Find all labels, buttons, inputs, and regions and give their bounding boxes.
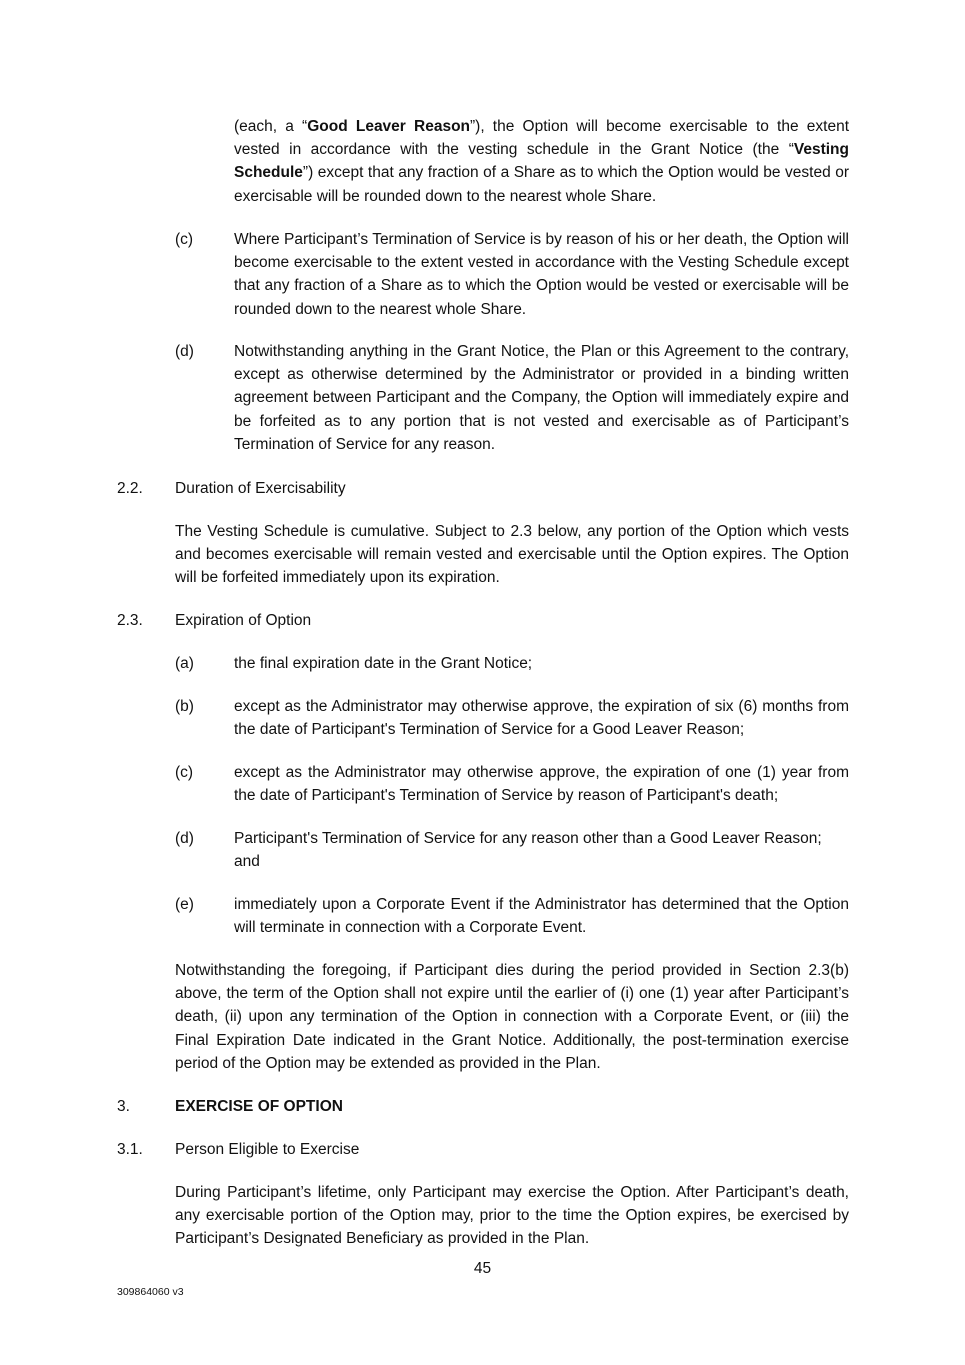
expiry-text-b: except as the Administrator may otherwise approve, the expiration of six (6) months from the date of Participant's Termination of Service for a Good Leaver Reason; — [234, 698, 849, 739]
section-number-3-1: 3.1. — [117, 1141, 143, 1158]
section-title-2-2: Duration of Exercisability — [175, 480, 346, 497]
intro-paragraph — [234, 115, 849, 208]
section-title-3-1: Person Eligible to Exercise — [175, 1141, 360, 1158]
expiry-label-b: (b) — [175, 698, 194, 715]
defined-term-vesting-schedule: Vesting Schedule — [234, 141, 849, 182]
section-title-2-3: Expiration of Option — [175, 612, 312, 629]
expiry-label-e: (e) — [175, 896, 194, 913]
expiry-label-c: (c) — [175, 764, 194, 781]
intro-text-3: ”) except that any fraction of a Share as to which the Option would be vested or exercisable will be rounded down to the nearest whole Share. — [234, 164, 849, 205]
expiry-text-c: except as the Administrator may otherwise approve, the expiration of one (1) year from the date of Participant's Termination of Service by reason of Participant's death; — [234, 764, 849, 805]
section-title-3: EXERCISE OF OPTION — [175, 1098, 343, 1115]
section-body-2-3: Notwithstanding the foregoing, if Participant dies during the period provided in Section 2.3(b) above, the term of the Option shall not expire until the earlier of (i) one (1) year after Participant’s death, (ii) upon any termination of the Option in connection with a Corporate Event, or (iii) the Final Expiration Date indicated in the Grant Notice. Additionally, the post-termination exercise period of the Option may be extended as provided in the Plan. — [175, 962, 849, 1072]
clause-label-d: (d) — [175, 343, 194, 360]
defined-term-good-leaver-reason: Good Leaver Reason — [307, 118, 470, 135]
document-id: 309864060 v3 — [117, 1286, 184, 1298]
section-body-2-2: The Vesting Schedule is cumulative. Subject to 2.3 below, any portion of the Option which vests and becomes exercisable will remain vested and exercisable until the Option expires. The Option will be forfeited immediately upon its expiration. — [175, 523, 849, 587]
page-number: 45 — [473, 1260, 492, 1277]
clause-label-c: (c) — [175, 231, 194, 248]
clause-text-c: Where Participant’s Termination of Service is by reason of his or her death, the Option will become exercisable to the extent vested in accordance with the Vesting Schedule except that any fraction of a Share as to which the Option would be vested or exercisable will be rounded down to the nearest whole Share. — [234, 231, 849, 318]
intro-text-1: (each, a “ — [234, 118, 308, 135]
section-number-2-3: 2.3. — [117, 612, 143, 629]
section-number-2-2: 2.2. — [117, 480, 143, 497]
section-body-3-1: During Participant’s lifetime, only Participant may exercise the Option. After Participant’s death, any exercisable portion of the Option may, prior to the time the Option expires, be exercised by Participant’s Designated Beneficiary as provided in the Plan. — [175, 1184, 849, 1248]
expiry-text-d: Participant's Termination of Service for any reason other than a Good Leaver Reason; and — [234, 830, 822, 871]
expiry-label-a: (a) — [175, 655, 194, 672]
expiry-text-e: immediately upon a Corporate Event if the Administrator has determined that the Option will terminate in connection with a Corporate Event. — [234, 896, 849, 937]
section-number-3: 3. — [117, 1098, 130, 1115]
clause-text-d: Notwithstanding anything in the Grant Notice, the Plan or this Agreement to the contrary, except as otherwise determined by the Administrator or provided in a binding written agreement between Participant and the Company, the Option will immediately expire and be forfeited as to any portion that is not vested and exercisable as of Participant’s Termination of Service for any reason. — [234, 343, 849, 453]
expiry-text-a: the final expiration date in the Grant Notice; — [234, 655, 533, 672]
intro-text-2: ”), the Option will become exercisable to the extent vested in accordance with the vesting schedule in the Grant Notice (the “ — [234, 118, 849, 159]
expiry-label-d: (d) — [175, 830, 194, 847]
